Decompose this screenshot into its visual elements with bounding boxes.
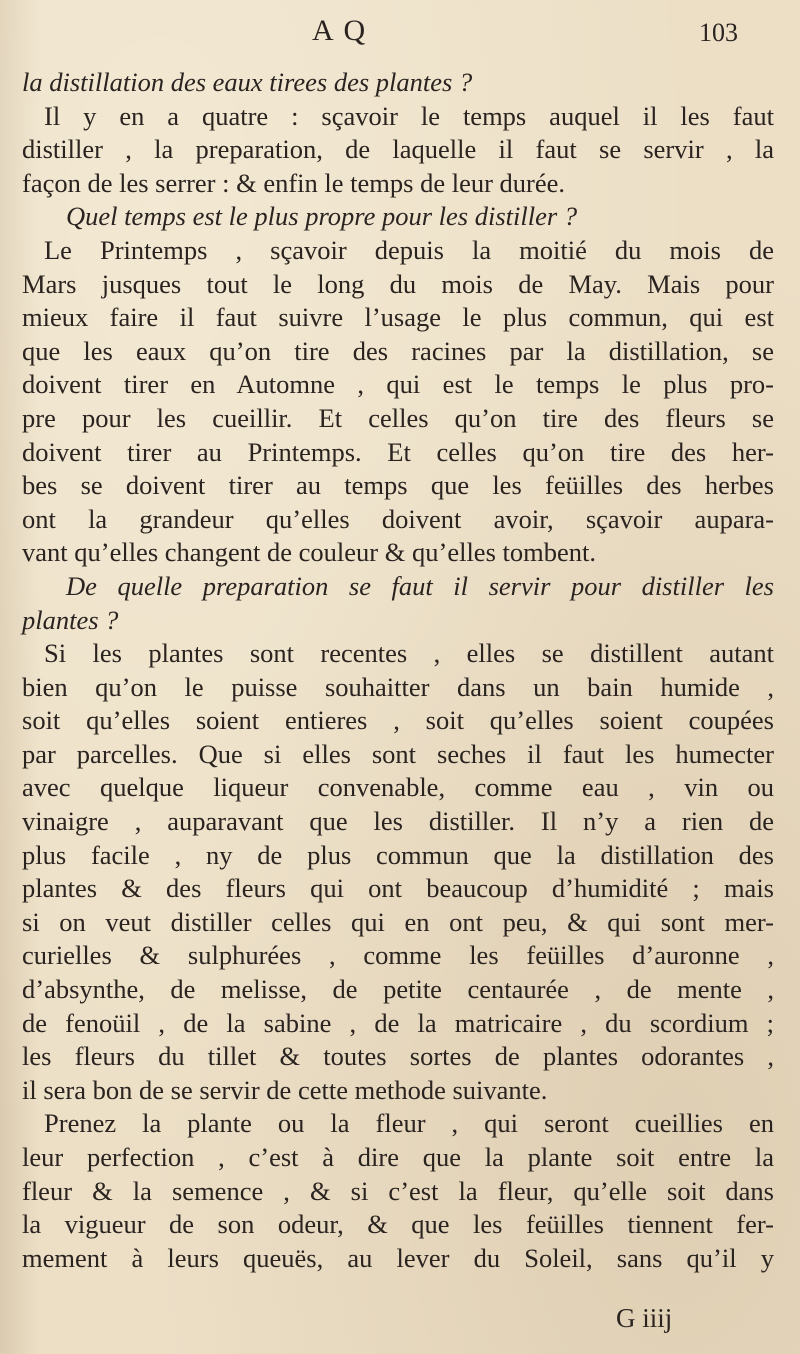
text-line: soit qu’elles soient entieres , soit qu’elles soient coupées — [22, 705, 774, 736]
text-line: que les eaux qu’on tire des racines par la distillation, se — [22, 335, 774, 366]
text-line: plus facile , ny de plus commun que la distillation des — [22, 839, 774, 870]
text-line: mement à leurs queuës, au lever du Soleil, sans qu’il y — [22, 1242, 774, 1273]
text-line: façon de les serrer : & enfin le temps de leur durée. — [22, 167, 566, 198]
text-line: la vigueur de son odeur, & que les feüilles tiennent fer- — [22, 1209, 774, 1240]
text-line: Prenez la plante ou la fleur , qui seront cueillies en — [44, 1108, 774, 1139]
text-line: Il y en a quatre : sçavoir le temps auquel il les faut — [44, 100, 774, 131]
text-line: leur perfection , c’est à dire que la plante soit entre la — [22, 1142, 774, 1172]
text-line: Si les plantes sont recentes , elles se distillent autant — [44, 638, 774, 669]
text-line: doivent tirer en Automne , qui est le temps le plus pro- — [22, 369, 774, 400]
text-line: les fleurs du tillet & toutes sortes de plantes odorantes , — [22, 1041, 774, 1072]
text-line: plantes ? — [22, 604, 119, 635]
text-line: bien qu’on le puisse souhaitter dans un bain humide , — [22, 671, 774, 702]
text-line: si on veut distiller celles qui en ont peu, & qui sont mer- — [22, 906, 774, 937]
text-line: vinaigre , auparavant que les distiller. Il n’y a rien de — [22, 806, 774, 837]
text-line: la distillation des eaux tirees des plantes ? — [22, 67, 473, 97]
text-line: avec quelque liqueur convenable, comme eau , vin ou — [22, 772, 774, 803]
text-line: Quel temps est le plus propre pour les distiller ? — [66, 201, 578, 232]
text-line: vant qu’elles changent de couleur & qu’elles tombent. — [22, 537, 596, 568]
body-text — [22, 66, 774, 1275]
text-line: Le Printemps , sçavoir depuis la moitié du mois de — [44, 234, 774, 265]
text-line: De quelle preparation se faut il servir pour distiller les — [66, 570, 774, 601]
text-line: curielles & sulphurées , comme les feüilles d’auronne , — [22, 940, 774, 971]
signature-mark: A Q — [312, 14, 368, 47]
text-line: il sera bon de se servir de cette methode suivante. — [22, 1074, 548, 1105]
text-line: ont la grandeur qu’elles doivent avoir, sçavoir aupara- — [22, 503, 774, 534]
running-head — [0, 14, 800, 54]
text-line: de fenoüil , de la sabine , de la matricaire , du scordium ; — [22, 1007, 774, 1038]
text-line: par parcelles. Que si elles sont seches il faut les humecter — [22, 738, 774, 769]
text-line: pre pour les cueillir. Et celles qu’on tire des fleurs se — [22, 402, 774, 433]
text-line: plantes & des fleurs qui ont beaucoup d’humidité ; mais — [22, 873, 774, 904]
page-number: 103 — [699, 18, 738, 47]
text-line: bes se doivent tirer au temps que les feüilles des herbes — [22, 470, 774, 501]
text-line: fleur & la semence , & si c’est la fleur, qu’elle soit dans — [22, 1175, 774, 1206]
text-line: d’absynthe, de melisse, de petite centaurée , de mente , — [22, 974, 774, 1005]
text-line: doivent tirer au Printemps. Et celles qu’on tire des her- — [22, 436, 774, 467]
text-line: distiller , la preparation, de laquelle il faut se servir , la — [22, 134, 774, 165]
footer-signature: G iiij — [616, 1303, 673, 1333]
text-line: mieux faire il faut suivre l’usage le plus commun, qui est — [22, 302, 774, 333]
text-line: Mars jusques tout le long du mois de May. Mais pour — [22, 268, 774, 299]
